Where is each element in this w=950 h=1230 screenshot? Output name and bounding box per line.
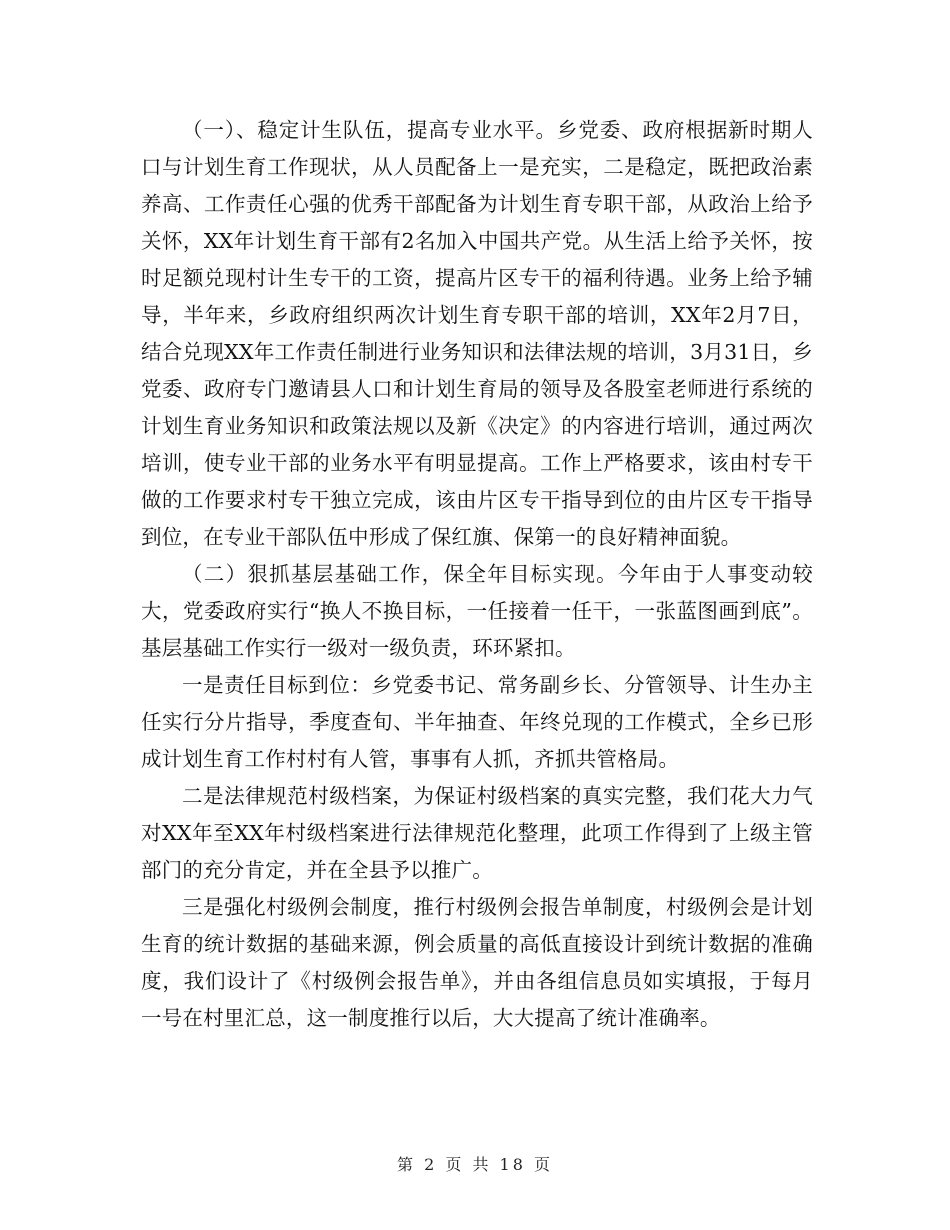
paragraph-village-meetings: 三是强化村级例会制度，推行村级例会报告单制度，村级例会是计划生育的统计数据的基础来源，例会质量的高低直接设计到统计数据的准确度，我们设计了《村级例会报告单》，并由各组信息员如实填报，于每月一号在村里汇总，这一制度推行以后，大大提高了统计准确率。 — [141, 895, 813, 1030]
body-text — [141, 112, 813, 1037]
paragraph-responsibility-targets: 一是责任目标到位：乡党委书记、常务副乡长、分管领导、计生办主任实行分片指导，季度查旬、半年抽查、年终兑现的工作模式，全乡已形成计划生育工作村村有人管，事事有人抓，齐抓共管格局。 — [141, 673, 813, 771]
paragraph-stabilize-team: （一）、稳定计生队伍，提高专业水平。乡党委、政府根据新时期人口与计划生育工作现状，从人员配备上一是充实，二是稳定，既把政治素养高、工作责任心强的优秀干部配备为计划生育专职干部，从政治上给予关怀，XX年计划生育干部有2名加入中国共产党。从生活上给予关怀，按时足额兑现村计生专干的工资，提高片区专干的福利待遇。业务上给予辅导，半年来，乡政府组织两次计划生育专职干部的培训，XX年2月7日，结合兑现XX年工作责任制进行业务知识和法律法规的培训，3月31日，乡党委、政府专门邀请县人口和计划生育局的领导及各股室老师进行系统的计划生育业务知识和政策法规以及新《决定》的内容进行培训，通过两次培训，使专业干部的业务水平有明显提高。工作上严格要求，该由村专干做的工作要求村专干独立完成，该由片区专干指导到位的由片区专干指导到位，在专业干部队伍中形成了保红旗、保第一的良好精神面貌。 — [141, 118, 813, 549]
page-number-footer: 第 2 页 共 18 页 — [397, 1155, 553, 1174]
paragraph-village-archives: 二是法律规范村级档案，为保证村级档案的真实完整，我们花大力气对XX年至XX年村级档案进行法律规范化整理，此项工作得到了上级主管部门的充分肯定，并在全县予以推广。 — [141, 784, 813, 882]
paragraph-grassroots-work: （二）狠抓基层基础工作，保全年目标实现。今年由于人事变动较大，党委政府实行“换人不换目标，一任接着一任干，一张蓝图画到底”。基层基础工作实行一级对一级负责，环环紧扣。 — [141, 562, 813, 660]
